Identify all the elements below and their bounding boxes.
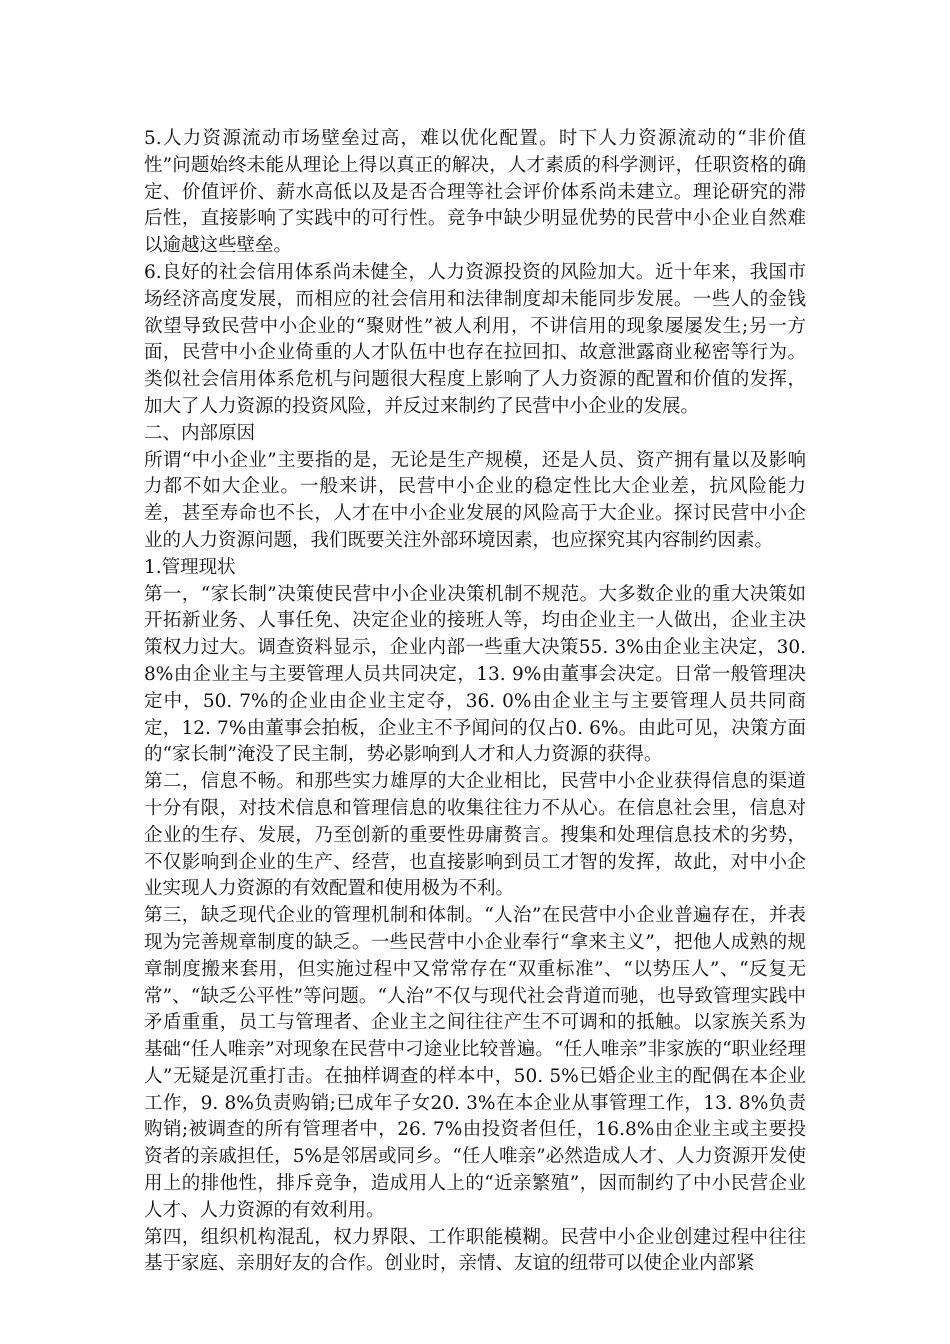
heading-internal-causes: 二、内部原因 bbox=[144, 422, 256, 444]
heading-management-status: 1.管理现状 bbox=[144, 556, 236, 578]
paragraph-credit: 6.良好的社会信用体系尚未健全，人力资源投资的风险加大。近十年来，我国市场经济高度发展，而相应的社会信用和法律制度却未能同步发展。一些人的金钱欲望导致民营中小企业的“聚财性”被人利用，不讲信用的现象屡屡发生;另一方面，民营中小企业倚重的人才队伍中也存在拉回扣、故意泄露商业秘密等行为。类似社会信用体系危机与问题很大程度上影响了人力资源的配置和价值的发挥，加大了人力资源的投资风险，并反过来制约了民营中小企业的发展。 bbox=[144, 261, 806, 417]
paragraph-first-patriarchal: 第一，“家长制”决策使民营中小企业决策机制不规范。大多数企业的重大决策如开拓新业务、人事任免、决定企业的接班人等，均由企业主一人做出，企业主决策权力过大。调查资料显示，企业内部一些重大决策55. 3%由企业主决定，30. 8%由企业主与主要管理人员共同决定，13. 9%由董事会决定。日常一般管理决定中，50. 7%的企业由企业主定夺，36. 0%由企业主与主要管理人员共同商定，12. 7%由董事会拍板，企业主不予闻问的仅占0. 6%。由此可见，决策方面的“家长制”淹没了民主制，势必影响到人才和人力资源的获得。 bbox=[144, 583, 806, 766]
paragraph-second-information: 第二，信息不畅。和那些实力雄厚的大企业相比，民营中小企业获得信息的渠道十分有限，对技术信息和管理信息的收集往往力不从心。在信息社会里，信息对企业的生存、发展，乃至创新的重要性毋庸赘言。搜集和处理信息技术的劣势，不仅影响到企业的生产、经营，也直接影响到员工才智的发挥，故此，对中小企业实现人力资源的有效配置和使用极为不利。 bbox=[144, 771, 806, 900]
paragraph-barrier: 5.人力资源流动市场壁垒过高，难以优化配置。时下人力资源流动的“非价值性”问题始终未能从理论上得以真正的解决，人才素质的科学测评，任职资格的确定、价值评价、薪水高低以及是否合理等社会评价体系尚未建立。理论研究的滞后性，直接影响了实践中的可行性。竞争中缺少明显优势的民营中小企业自然难以逾越这些壁垒。 bbox=[144, 128, 806, 257]
paragraph-sme-definition: 所谓“中小企业”主要指的是，无论是生产规模，还是人员、资产拥有量以及影响力都不如大企业。一般来讲，民营中小企业的稳定性比大企业差，抗风险能力差，甚至寿命也不长，人才在中小企业发展的风险高于大企业。探讨民营中小企业的人力资源问题，我们既要关注外部环境因素，也应探究其内容制约因素。 bbox=[144, 449, 806, 551]
paragraph-third-mechanism: 第三，缺乏现代企业的管理机制和体制。“人治”在民营中小企业普遍存在，并表现为完善规章制度的缺乏。一些民营中小企业奉行“拿来主义”，把他人成熟的规章制度搬来套用，但实施过程中又常常存在“双重标准”、“以势压人”、“反复无常”、“缺乏公平性”等问题。“人治”不仅与现代社会背道而驰，也导致管理实践中矛盾重重，员工与管理者、企业主之间往往产生不可调和的抵触。以家族关系为基础“任人唯亲”对现象在民营中刁途业比较普遍。“任人唯亲”非家族的“职业经理人”无疑是沉重打击。在抽样调查的样本中，50. 5%已婚企业主的配偶在本企业工作，9. 8%负责购销;已成年子女20. 3%在本企业从事管理工作，13. 8%负责购销;被调查的所有管理者中，26. 7%由投资者但任，16.8%由企业主或主要投资者的亲戚担任，5%是邻居或同乡。“任人唯亲”必然造成人才、人力资源开发使用上的排他性，排斥竞争，造成用人上的“近亲繁殖”，因而制约了中小民营企业人才、人力资源的有效利用。 bbox=[144, 905, 806, 1221]
document-page bbox=[144, 126, 806, 1278]
paragraph-fourth-organization: 第四，组织机构混乱，权力界限、工作职能模糊。民营中小企业创建过程中往往基于家庭、亲朋好友的合作。创业时，亲情、友谊的纽带可以使企业内部紧 bbox=[144, 1226, 806, 1275]
